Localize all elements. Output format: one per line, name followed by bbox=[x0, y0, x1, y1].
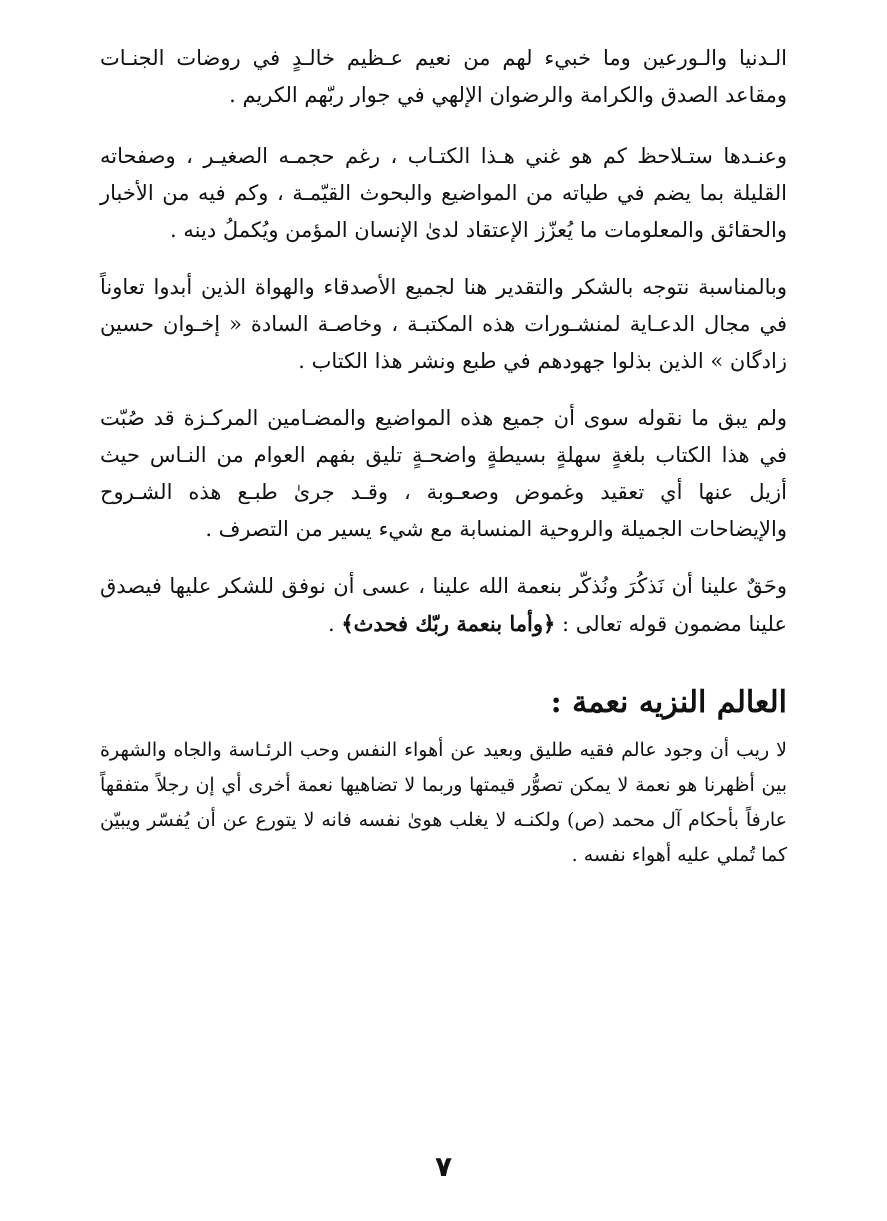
paragraph-3: وبالمناسبة نتوجه بالشكر والتقدير هنا لجميع الأصدقاء والهواة الذين أبدوا تعاوناً في مجال الدعـاية لمنشـورات هذه المكتبـة ، وخاصـة السادة « إخـوان حسين زادگان » الذين بذلوا جهودهم في طبع ونشر هذا الكتاب . bbox=[100, 275, 787, 373]
closing-text: وحَقٌ علينا أن نَذكُرَ ونُذكّر بنعمة الله علينا ، عسى أن نوفق للشكر عليها فيصدق علينا مضمون قوله تعالى : bbox=[100, 574, 787, 636]
quranic-quote: ﴿وأما بنعمة ربّك فحدث﴾ bbox=[341, 611, 556, 636]
closing-tail: . bbox=[327, 612, 342, 636]
section-heading: العالم النزيه نعمة : bbox=[550, 685, 787, 720]
section-body: لا ريب أن وجود عالم فقيه طليق وبعيد عن أهواء النفس وحب الرئـاسة والجاه والشهرة بين أظهرنا هو نعمة لا يمكن تصوُّر قيمتها وربما لا تضاهيها نعمة أخرى أي إن رجلاً متفقهاً عارفاً بأحكام آل محمد (ص) ولكنـه لا يغلب هوىٰ نفسه فانه لا يتورع عن أن يُفسّر ويبيّن كما تُملي عليه أهواء نفسه . bbox=[100, 739, 787, 866]
page-number: ٧ bbox=[434, 1150, 453, 1183]
paragraph-2: وعنـدها ستـلاحظ كم هو غني هـذا الكتـاب ، رغم حجمـه الصغيـر ، وصفحاته القليلة بما يضم في طياته من المواضيع والبحوث القيّمـة ، وكم فيه من الأخبار والحقائق والمعلومات ما يُعزّز الإعتقاد لدىٰ الإنسان المؤمن ويُكملُ دينه . bbox=[100, 144, 787, 242]
page-content bbox=[100, 40, 787, 873]
paragraph-1: الـدنيا والـورعين وما خبيء لهم من نعيم عـظيم خالـدٍ في روضات الجنـات ومقاعد الصدق والكرامة والرضوان الإلهي في جوار ربّهم الكريم . bbox=[100, 46, 787, 107]
paragraph-4: ولم يبق ما نقوله سوى أن جميع هذه المواضيع والمضـامين المركـزة قد صُبّت في هذا الكتاب بلغةٍ سهلةٍ بسيطةٍ واضحـةٍ تليق بفهم العوام من النـاس حيث أزيل عنها أي تعقيد وغموض وصعـوبة ، وقـد جرىٰ طبـع هذه الشـروح والإيضاحات الجميلة والروحية المنسابة مع شيء يسير من التصرف . bbox=[100, 406, 787, 541]
closing-paragraph bbox=[100, 568, 787, 643]
